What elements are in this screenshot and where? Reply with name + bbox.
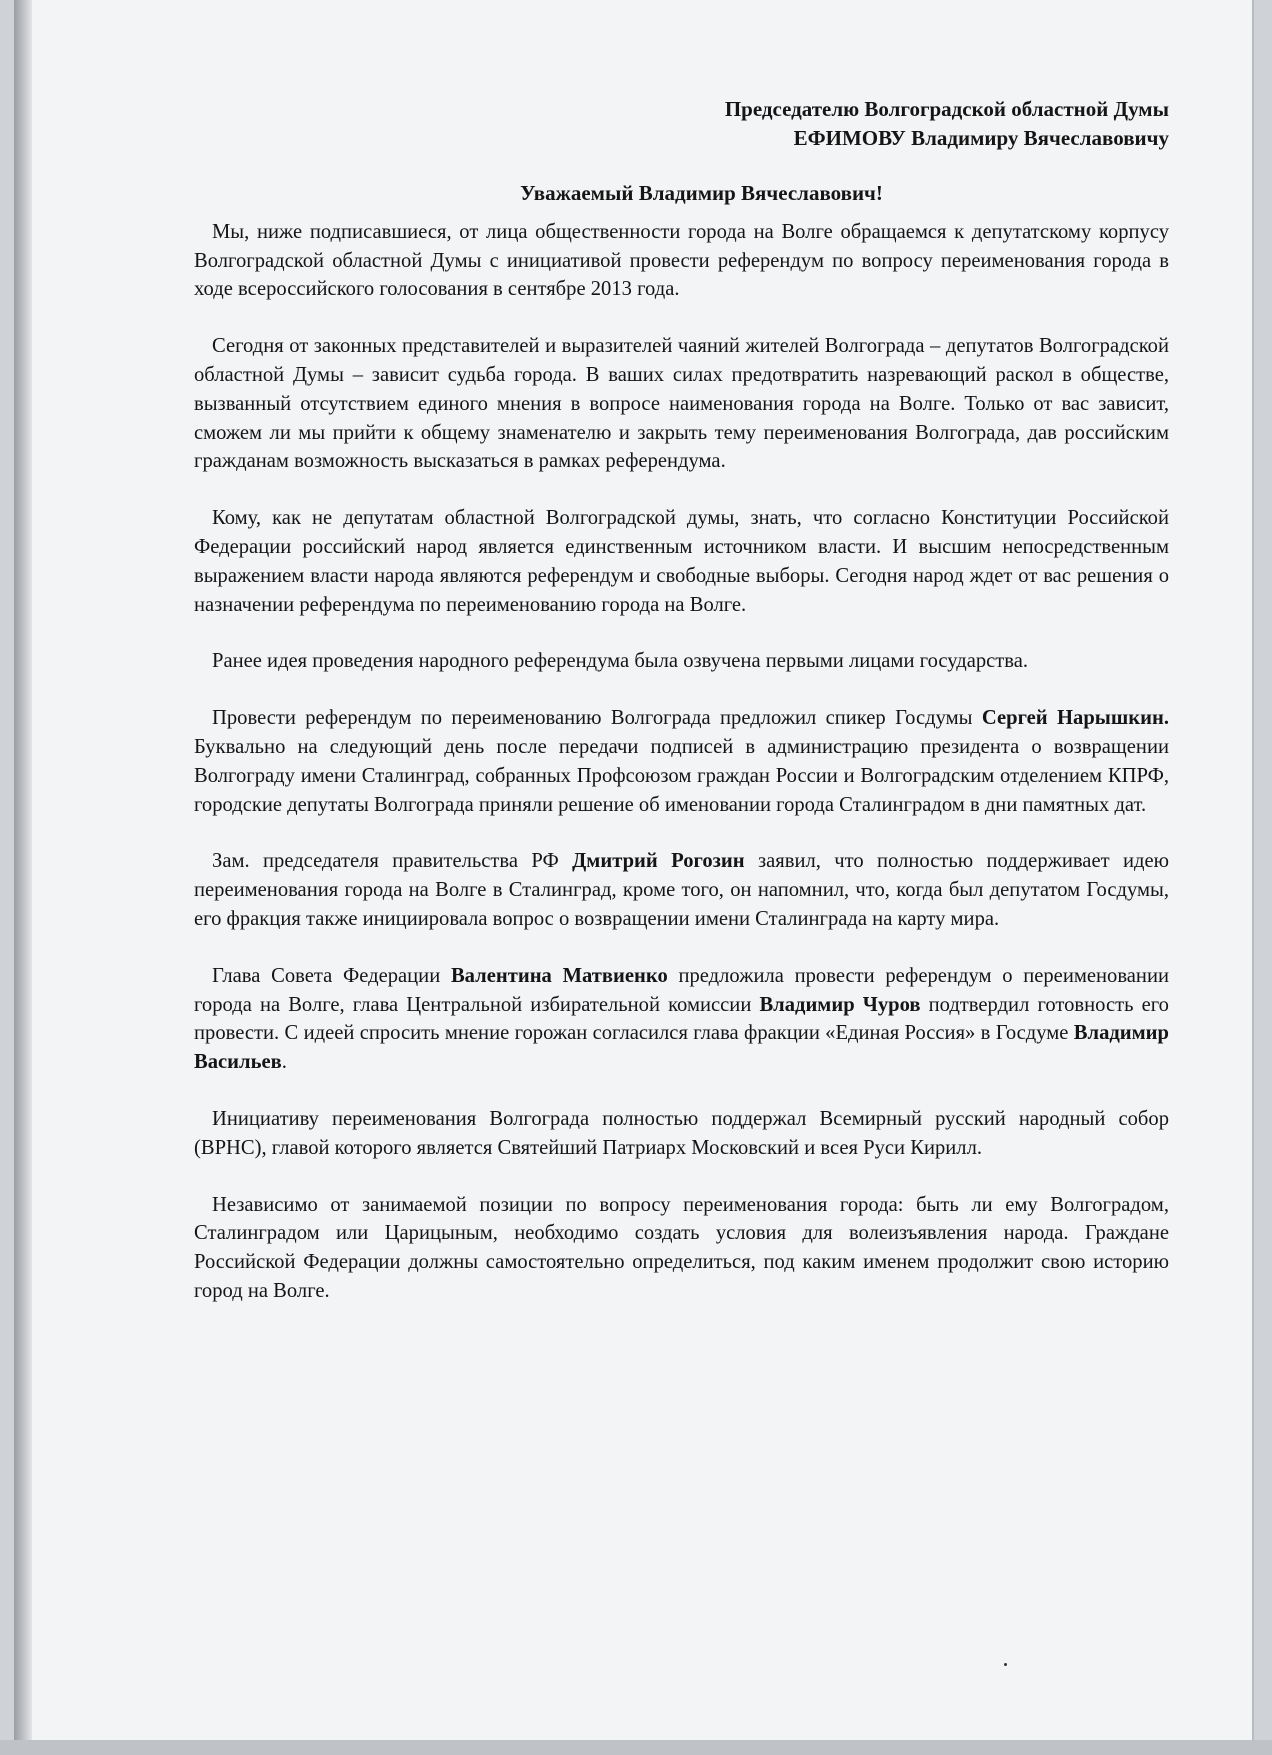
- paragraph-text: Глава Совета Федерации: [212, 964, 451, 987]
- paragraph-officials-intro: Ранее идея проведения народного референдума была озвучена первыми лицами государства.: [212, 650, 1029, 673]
- paragraph-deputies: Сегодня от законных представителей и выразителей чаяний жителей Волгограда – депутатов Волгоградской областной Думы – зависит судьба города. В ваших силах предотвратить назревающий раскол в обществе, вызванный отсутствием единого мнения в вопросе наименования города на Волге. Только от вас зависит, сможем ли мы прийти к общему знаменателю и закрыть тему переименования Волгограда, дав российским гражданам возможность высказаться в рамках референдума.: [194, 335, 1169, 473]
- scan-edge: [0, 1740, 1272, 1755]
- paragraph-text: .: [281, 1051, 287, 1074]
- paragraph-naryshkin: [194, 704, 1169, 819]
- paragraph-text: подтвердил готовность его провести. С идеей спросить мнение горожан согласился глава фракции «Единая Россия» в Госдуме: [194, 993, 1169, 1045]
- paragraph-matvienko: [194, 962, 1169, 1077]
- scan-speck: [1004, 1663, 1007, 1666]
- paragraph-vrns: Инициативу переименования Волгограда полностью поддержал Всемирный русский народный собор (ВРНС), главой которого является Святейший Патриарх Московский и всея Руси Кирилл.: [194, 1107, 1169, 1159]
- person-name-churov: Владимир Чуров: [759, 993, 921, 1016]
- person-name-rogozin: Дмитрий Рогозин: [572, 850, 745, 873]
- letter-body: [194, 95, 1169, 1334]
- paragraph-text: Провести референдум по переименованию Волгограда предложил спикер Госдумы: [212, 707, 982, 730]
- paragraph-rogozin: [194, 847, 1169, 933]
- paragraph-initiative: Мы, ниже подписавшиеся, от лица общественности города на Волге обращаемся к депутатскому корпусу Волгоградской областной Думы с инициативой провести референдум по вопросу переименования города в ходе всероссийского голосования в сентябре 2013 года.: [194, 220, 1169, 301]
- addressee-title: Председателю Волгоградской областной Думы: [724, 97, 1169, 121]
- paragraph-text: заявил, что полностью поддерживает идею переименования города на Волге в Сталинград, кроме того, он напомнил, что, когда был депутатом Госдумы, его фракция также инициировала вопрос о возвращении имени Сталинграда на карту мира.: [194, 850, 1169, 930]
- salutation: Уважаемый Владимир Вячеславович!: [520, 181, 883, 205]
- person-name-vasiliev: Владимир Васильев: [194, 1022, 1169, 1074]
- person-name-matvienko: Валентина Матвиенко: [450, 964, 668, 987]
- document-page: [14, 0, 1252, 1740]
- paragraph-constitution: Кому, как не депутатам областной Волгоградской думы, знать, что согласно Конституции Российской Федерации российский народ является единственным источником власти. И высшим непосредственным выражением власти народа являются референдум и свободные выборы. Сегодня народ ждет от вас решения о назначении референдума по переименованию города на Волге.: [194, 507, 1169, 616]
- addressee-name: ЕФИМОВУ Владимиру Вячеславовичу: [793, 125, 1169, 150]
- paragraph-text: предложила провести референдум о переименовании города на Волге, глава Центральной избирательной комиссии: [194, 964, 1169, 1016]
- paragraph-text: Зам. председателя правительства РФ: [212, 850, 573, 873]
- person-name-naryshkin: Сергей Нарышкин.: [981, 707, 1169, 730]
- paragraph-text: Буквально на следующий день после передачи подписей в администрацию президента о возвращении Волгограду имени Сталинград, собранных Профсоюзом граждан России и Волгоградским отделением КПРФ, городские депутаты Волгограда приняли решение об именовании города Сталинградом в дни памятных дат.: [194, 735, 1169, 816]
- addressee-block: [194, 95, 1169, 152]
- paragraph-conclusion: Независимо от занимаемой позиции по вопросу переименования города: быть ли ему Волгоградом, Сталинградом или Царицыным, необходимо создать условия для волеизъявления народа. Граждане Российской Федерации должны самостоятельно определиться, под каким именем продолжит свою историю город на Волге.: [194, 1193, 1169, 1302]
